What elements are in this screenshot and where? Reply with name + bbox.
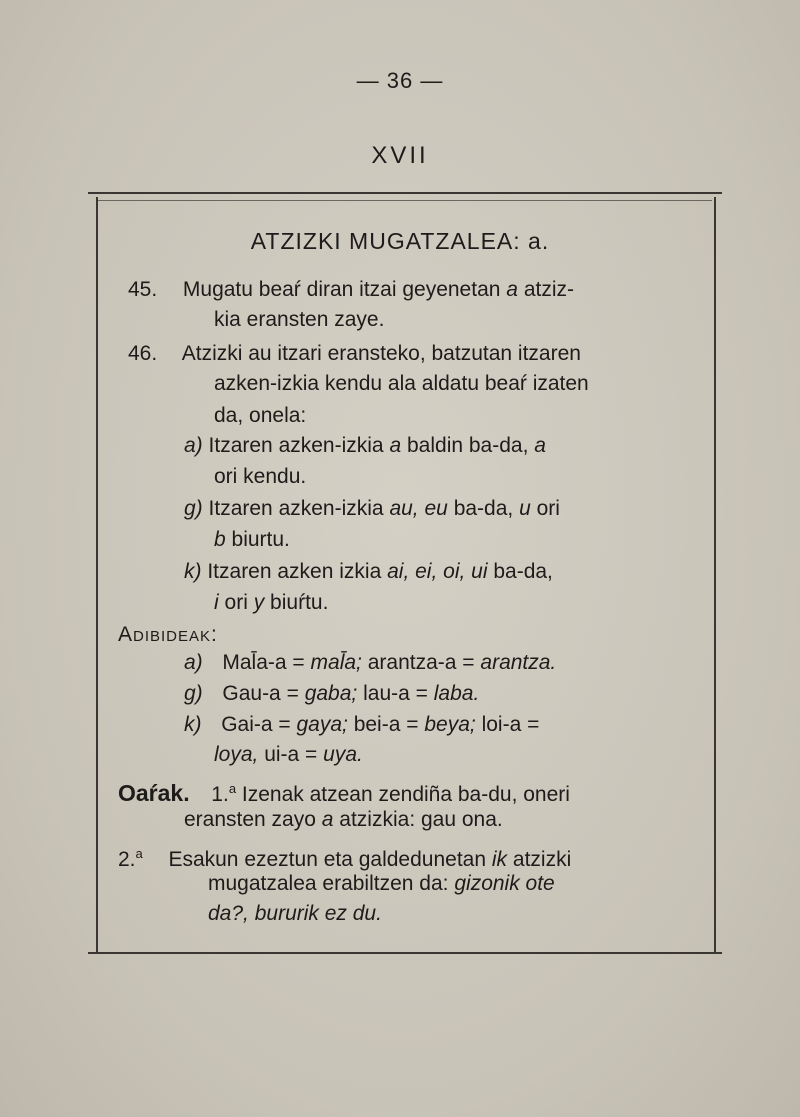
rule-a-line2: ori kendu.: [214, 465, 307, 488]
rule-g-line1: g) Itzaren azken-izkia au, eu ba-da, u ori: [184, 497, 560, 520]
example-k-line2: loya, ui-a = uya.: [214, 743, 363, 766]
rule-a-line1: a) Itzaren azken-izkia a baldin ba-da, a: [184, 434, 546, 457]
rule-k-line1: k) Itzaren azken izkia ai, ei, oi, ui ba-da,: [184, 560, 553, 583]
bottom-rule: [88, 952, 722, 954]
rule-46-number: 46.: [128, 342, 158, 365]
rule-45-line2: kia eransten zaye.: [214, 308, 385, 331]
top-rule: [88, 192, 722, 194]
examples-title: Adibideak:: [118, 623, 218, 646]
rule-45-line1: 45. Mugatu beaŕ diran itzai geyenetan a atziz-: [128, 278, 574, 301]
example-a: a) Mal̄a-a = mal̄a; arantza-a = arantza.: [184, 651, 557, 674]
rule-46-line1: 46. Atzizki au itzari eransteko, batzutan itzaren: [128, 342, 581, 365]
section-heading: ATZIZKI MUGATZALEA: a.: [250, 228, 550, 254]
rule-46-line3: da, onela:: [214, 404, 307, 427]
example-g: g) Gau-a = gaba; lau-a = laba.: [184, 682, 480, 705]
note-2-line1: 2.$^a$ Esakun ezeztun eta galdedunetan ik atzizki: [118, 846, 572, 871]
chapter-number: XVII: [371, 142, 429, 169]
rule-45-number: 45.: [128, 278, 158, 301]
page-number: — 36 —: [356, 68, 444, 93]
note-2-line3: da?, bururik ez du.: [208, 902, 382, 925]
note-1-line2: eransten zayo a atzizkia: gau ona.: [184, 808, 503, 831]
note-1-line1: Oaŕak. 1.$^a$ Izenak atzean zendiña ba-du, oneri: [118, 780, 570, 806]
rule-k-line2: i ori y biuŕtu.: [214, 591, 329, 614]
note-2-line2: mugatzalea erabiltzen da: gizonik ote: [208, 872, 555, 895]
rule-46-line2: azken-izkia kendu ala aldatu beaŕ izaten: [214, 372, 589, 395]
example-k-line1: k) Gai-a = gaya; bei-a = beya; loi-a =: [184, 713, 540, 736]
rule-g-line2: b biurtu.: [214, 528, 290, 551]
notes-title: Oaŕak.: [118, 780, 190, 806]
